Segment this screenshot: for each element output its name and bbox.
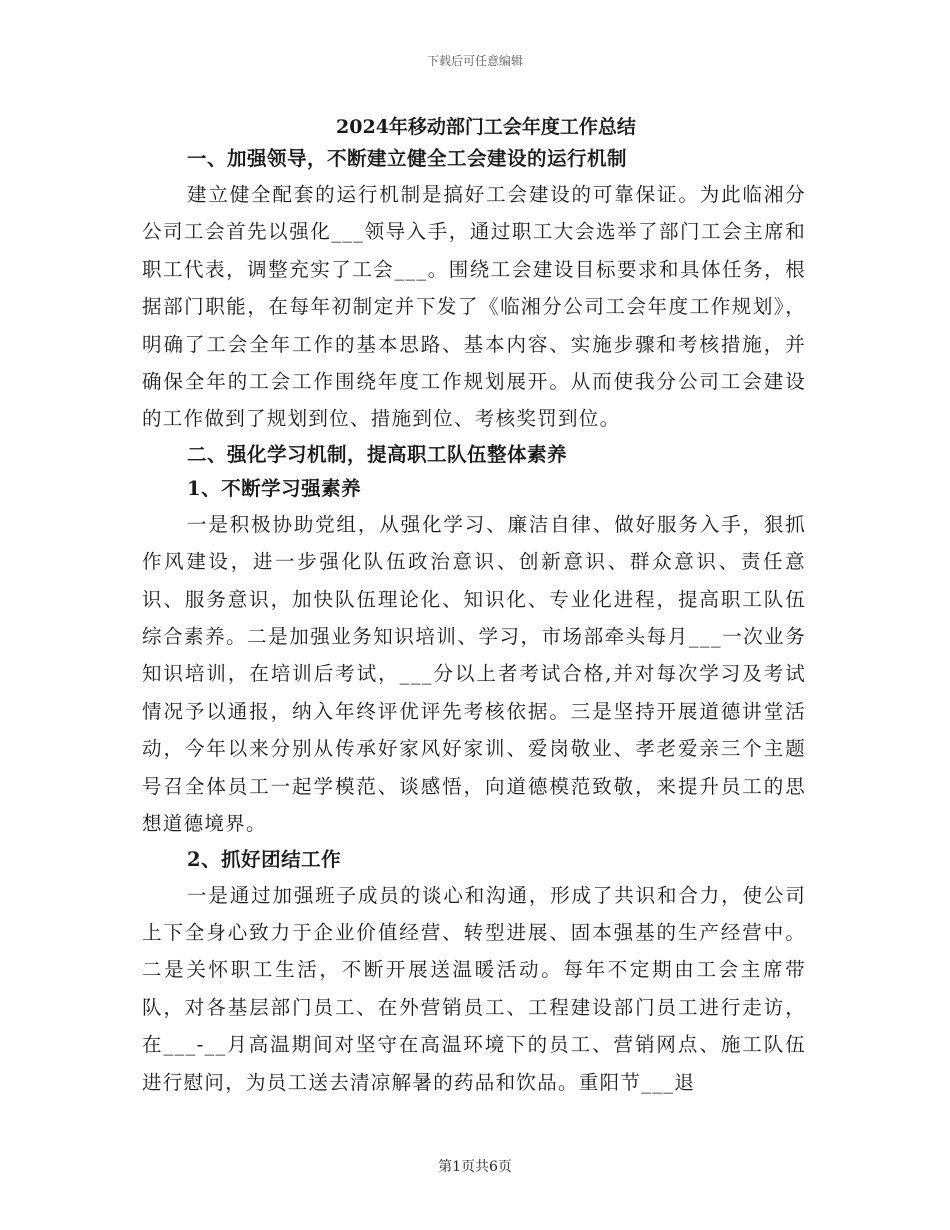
section1-heading: 一、加强领导，不断建立健全工会建设的运行机制: [187, 147, 628, 170]
subsection2-paragraph: 一是通过加强班子成员的谈心和沟通，形成了共识和合力，使公司上下全身心致力于企业价值经营、转型进展、固本强基的生产经营中。二是关怀职工生活，不断开展送温暖活动。每年不定期由工会主席带队，对各基层部门员工、在外营销员工、工程建设部门员工进行走访，在___-__月高温期间对坚守在高温环境下的员工、营销网点、施工队伍进行慰问，为员工送去清凉解暑的药品和饮品。重阳节___退: [142, 883, 806, 1094]
document-title: 2024年移动部门工会年度工作总结: [336, 116, 636, 138]
page-number-footer: 第1页共6页: [438, 1159, 512, 1175]
subsection1-heading: 1、不断学习强素养: [187, 476, 362, 500]
subsection1-paragraph: 一是积极协助党组，从强化学习、廉洁自律、做好服务入手，狠抓作风建设，进一步强化队伍政治意识、创新意识、群众意识、责任意识、服务意识，加快队伍理论化、知识化、专业化进程，提高职工队伍综合素养。二是加强业务知识培训、学习，市场部牵头每月___一次业务知识培训，在培训后考试，___分以上者考试合格,并对每次学习及考试情况予以通报，纳入年终评优评先考核依据。三是坚持开展道德讲堂活动，今年以来分别从传承好家风好家训、爱岗敬业、孝老爱亲三个主题号召全体员工一起学模范、谈感悟，向道德模范致敬，来提升员工的思想道德境界。: [142, 512, 806, 836]
section1-paragraph: 建立健全配套的运行机制是搞好工会建设的可靠保证。为此临湘分公司工会首先以强化___领导入手，通过职工大会选举了部门工会主席和职工代表，调整充实了工会___。围绕工会建设目标要求和具体任务，根据部门职能，在每年初制定并下发了《临湘分公司工会年度工作规划》，明确了工会全年工作的基本思路、基本内容、实施步骤和考核措施，并确保全年的工会工作围绕年度工作规划展开。从而使我分公司工会建设的工作做到了规划到位、措施到位、考核奖罚到位。: [142, 183, 806, 431]
page-header-note: 下载后可任意编辑: [426, 54, 523, 68]
section2-heading: 二、强化学习机制，提高职工队伍整体素养: [187, 442, 568, 466]
subsection2-heading: 2、抓好团结工作: [187, 847, 342, 871]
document-body: [142, 112, 806, 1101]
